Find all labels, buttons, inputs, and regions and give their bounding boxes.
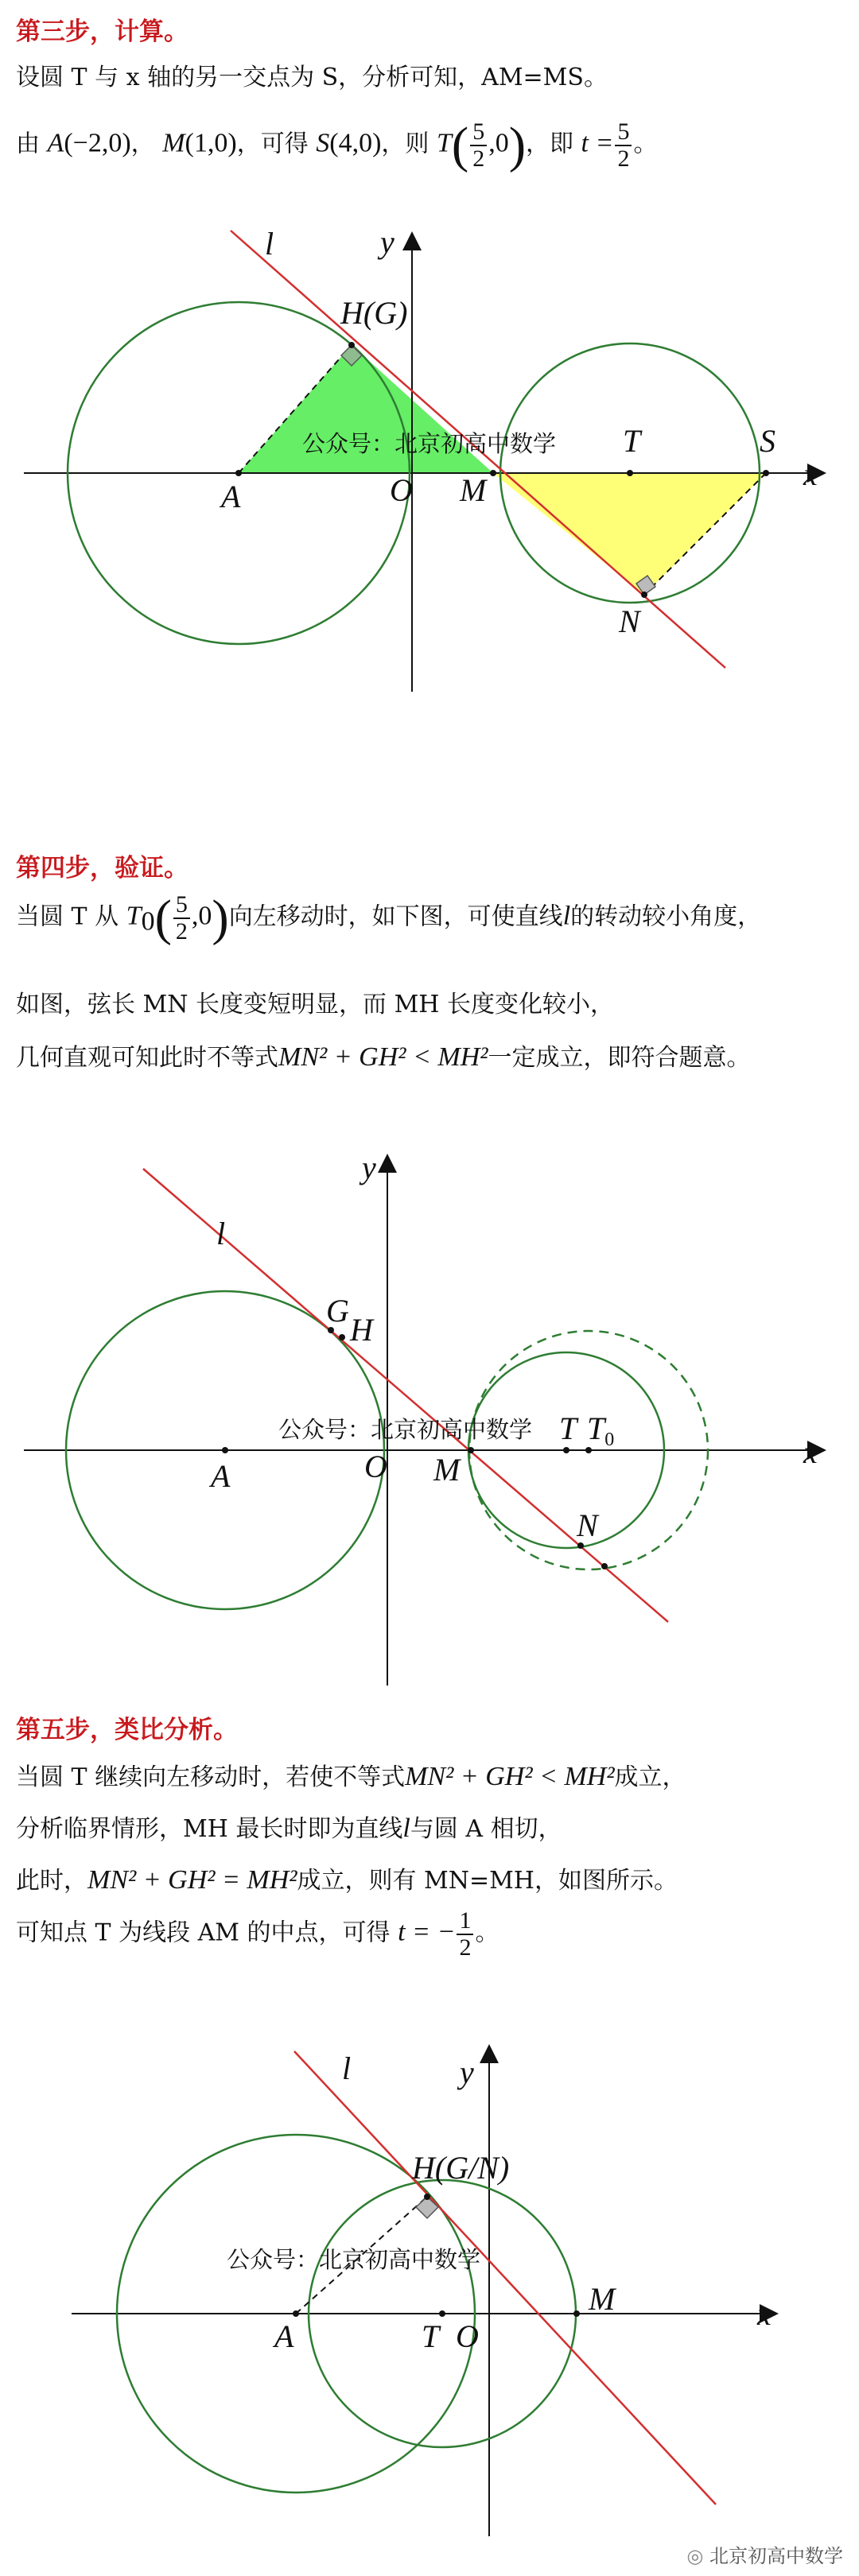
label-G: G [326, 1293, 349, 1329]
point-A [222, 1447, 228, 1453]
step3-heading: 第三步，计算。 [16, 17, 189, 46]
label-M: M [433, 1452, 461, 1488]
label-x: x [803, 1434, 818, 1470]
point-M [468, 1447, 474, 1453]
step4-heading: 第四步，验证。 [16, 854, 189, 883]
watermark-1: 公众号：北京初高中数学 [302, 430, 557, 457]
label-x: x [803, 456, 818, 492]
figure-2 [0, 1137, 859, 1693]
watermark-3: 公众号：北京初高中数学 [227, 2246, 481, 2273]
wechat-icon: ◎ [686, 2545, 704, 2567]
label-S: S [760, 423, 775, 459]
step4-line3: 几何直观可知此时不等式MN² + GH² < MH²一定成立，即符合题意。 [16, 1042, 751, 1072]
label-HG: H(G) [340, 295, 408, 331]
label-N: N [619, 603, 640, 639]
label-O: O [364, 1449, 387, 1484]
label-HGN: H(G/N) [412, 2150, 510, 2186]
label-A: A [274, 2318, 294, 2354]
step5-heading: 第五步，类比分析。 [16, 1716, 238, 1744]
label-M: M [460, 472, 487, 508]
figure-3 [0, 2027, 859, 2536]
point-N2 [601, 1563, 608, 1569]
point-N [641, 592, 647, 598]
label-A: A [221, 479, 241, 514]
step3-line2: 由 A(−2,0)， M(1,0)，可得 S(4,0)，则 T( $\frac{5}{2}$ ,0)，即 t = $\frac{5}{2}$ 。 [16, 116, 658, 173]
point-M [573, 2310, 580, 2317]
point-N [577, 1542, 584, 1549]
label-M: M [589, 2281, 616, 2317]
point-A [235, 470, 242, 476]
label-l: l [265, 226, 274, 262]
label-T: T [559, 1410, 577, 1446]
step5-line1: 当圆 T 继续向左移动时，若使不等式MN² + GH² < MH²成立， [16, 1762, 686, 1791]
step4-line2: 如图，弦长 MN 长度变短明显，而 MH 长度变化较小， [16, 991, 614, 1018]
label-x: x [757, 2296, 772, 2332]
step3-line1: 设圆 T 与 x 轴的另一交点为 S，分析可知，AM=MS。 [16, 64, 608, 91]
point-M [490, 470, 496, 476]
step5-line3: 此时，MN² + GH² = MH²成立，则有 MN=MH，如图所示。 [16, 1865, 678, 1895]
label-H: H [350, 1312, 373, 1348]
label-y: y [460, 2054, 474, 2090]
point-H [348, 342, 355, 348]
label-O: O [390, 472, 413, 508]
point-T0 [585, 1447, 592, 1453]
fraction-5-2: $\frac{5}{2}$ [470, 119, 487, 171]
point-T [563, 1447, 569, 1453]
point-H [424, 2194, 430, 2200]
point-S [763, 470, 769, 476]
footer-watermark: ◎ 北京初高中数学 [686, 2545, 843, 2567]
figure-1 [0, 199, 859, 708]
line-l [294, 2051, 716, 2504]
watermark-2: 公众号：北京初高中数学 [278, 1416, 533, 1443]
label-l: l [342, 2050, 352, 2086]
point-H [339, 1334, 345, 1340]
point-T [439, 2310, 445, 2317]
point-T [627, 470, 633, 476]
label-O: O [456, 2318, 479, 2354]
point-A [293, 2310, 299, 2317]
yellow-triangle [493, 473, 766, 595]
label-y: y [362, 1150, 376, 1185]
label-T: T [623, 423, 641, 459]
label-N: N [577, 1507, 598, 1543]
label-y: y [380, 224, 395, 260]
step5-line2: 分析临界情形，MH 最长时即为直线l与圆 A 相切， [16, 1814, 562, 1843]
label-T0: $T_0$ [587, 1410, 615, 1450]
step5-line4: 可知点 T 为线段 AM 的中点，可得 t = − $\frac{1}{2}$ 。 [16, 1907, 499, 1961]
label-l: l [216, 1216, 226, 1251]
label-A: A [211, 1458, 231, 1494]
step4-line1: 当圆 T 从 $T_0$( $\frac{5}{2}$ ,0)向左移动时，如下图，可使直线l的转动较小角度， [16, 889, 762, 946]
label-T: T [422, 2318, 440, 2354]
